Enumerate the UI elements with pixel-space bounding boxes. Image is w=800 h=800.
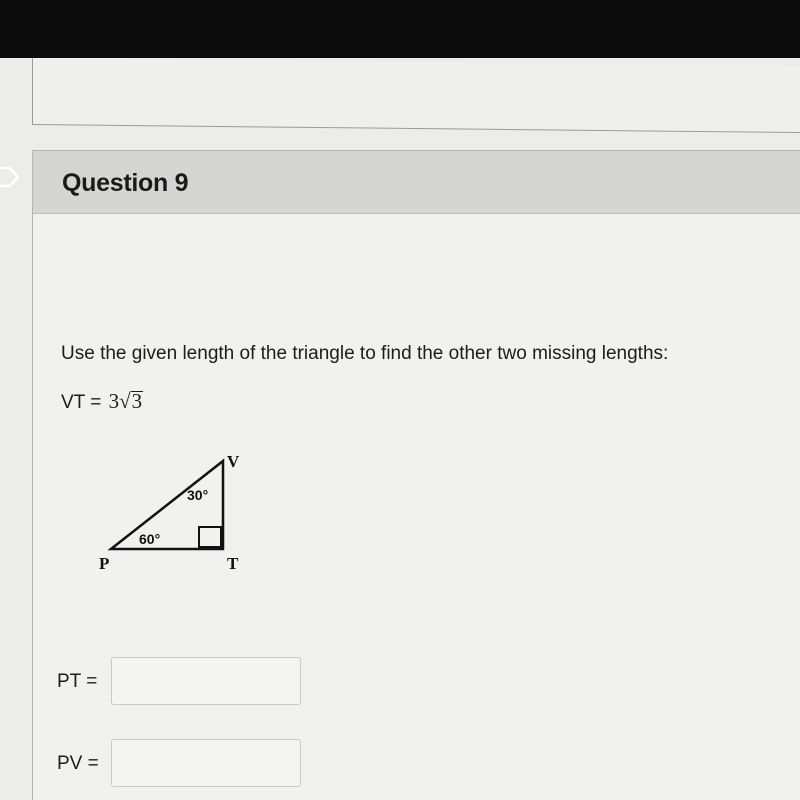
pt-answer-input[interactable] [111,657,301,705]
vertex-v-label: V [227,452,240,471]
given-value [109,389,144,413]
triangle-pvt [111,461,223,549]
angle-v-label: 30° [187,487,209,503]
given-coefficient: 3 [108,389,120,413]
previous-question-box [32,58,800,133]
question-header [33,151,800,214]
answer-label-pt: PT = [57,671,98,692]
answer-label-pv: PV = [57,753,99,774]
given-length [61,389,143,414]
question-card [32,150,800,800]
question-prompt: Use the given length of the triangle to find the other two missing lengths: [61,343,669,364]
quiz-page [0,58,800,800]
angle-p-label: 60° [139,531,161,547]
right-angle-marker [199,527,221,547]
vertex-t-label: T [227,554,239,573]
triangle-diagram [63,435,293,585]
question-title: Question 9 [62,169,189,197]
pv-answer-input[interactable] [111,739,301,787]
chevron-right-icon[interactable] [0,166,22,188]
given-radicand: 3 [131,389,143,413]
vertex-p-label: P [99,554,110,573]
given-label: VT = [61,392,102,413]
sqrt-sign: √ [119,389,131,413]
